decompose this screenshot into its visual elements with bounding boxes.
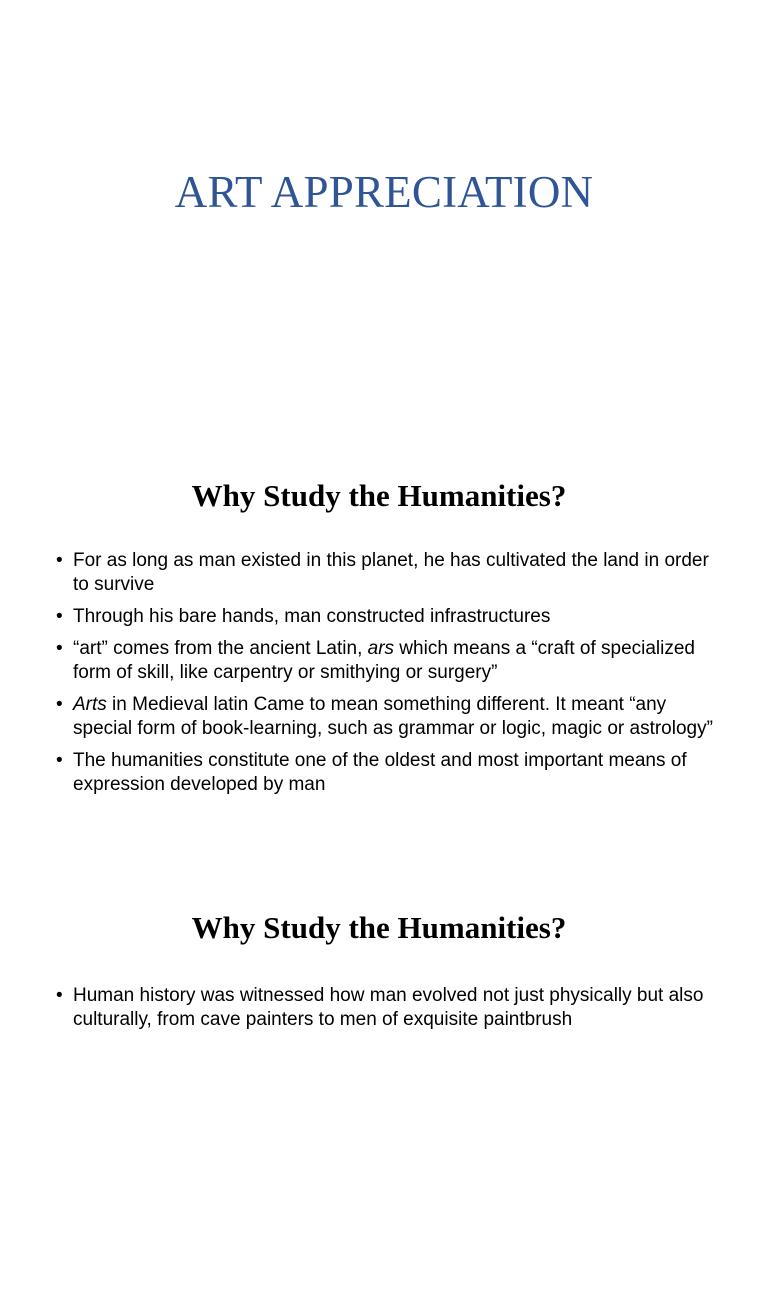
bullet-item — [56, 984, 716, 1032]
bullet-item — [56, 549, 716, 597]
bullet-item — [56, 605, 716, 629]
slide-title — [0, 0, 768, 432]
bullet-item — [56, 749, 716, 797]
bullet-text-italic: ars — [367, 638, 395, 659]
bullet-icon: • — [56, 606, 63, 627]
bullet-text-end: which means a “craft of specialized form of skill, like carpentry or smithying or surgery” — [73, 638, 695, 683]
bullet-item — [56, 637, 716, 685]
bullet-text-end: in Medieval latin Came to mean something different. It meant “any special form of book-learning, such as grammar or logic, magic or astrology” — [73, 694, 713, 739]
slide-why-study-2 — [0, 864, 768, 1296]
bullet-icon: • — [56, 550, 63, 571]
bullet-text-italic: Arts — [73, 694, 107, 715]
bullet-icon: • — [56, 750, 63, 771]
bullet-item — [56, 693, 716, 741]
bullet-text-start: “art” comes from the ancient Latin, — [73, 638, 368, 659]
bullet-list — [56, 549, 716, 805]
slide-why-study-1 — [0, 432, 768, 864]
presentation-title: ART APPRECIATION — [174, 167, 594, 217]
slide-heading: Why Study the Humanities? — [191, 478, 567, 513]
bullet-icon: • — [56, 985, 63, 1006]
slide-heading: Why Study the Humanities? — [191, 910, 567, 945]
bullet-icon: • — [56, 694, 63, 715]
bullet-list — [56, 984, 716, 1040]
bullet-text: Human history was witnessed how man evolved not just physically but also culturally, from cave painters to men of exquisite paintbrush — [73, 985, 704, 1030]
bullet-text: The humanities constitute one of the oldest and most important means of expression developed by man — [73, 750, 687, 795]
bullet-text: For as long as man existed in this planet, he has cultivated the land in order to survive — [73, 550, 709, 595]
bullet-text: Through his bare hands, man constructed infrastructures — [73, 606, 551, 627]
bullet-icon: • — [56, 638, 63, 659]
